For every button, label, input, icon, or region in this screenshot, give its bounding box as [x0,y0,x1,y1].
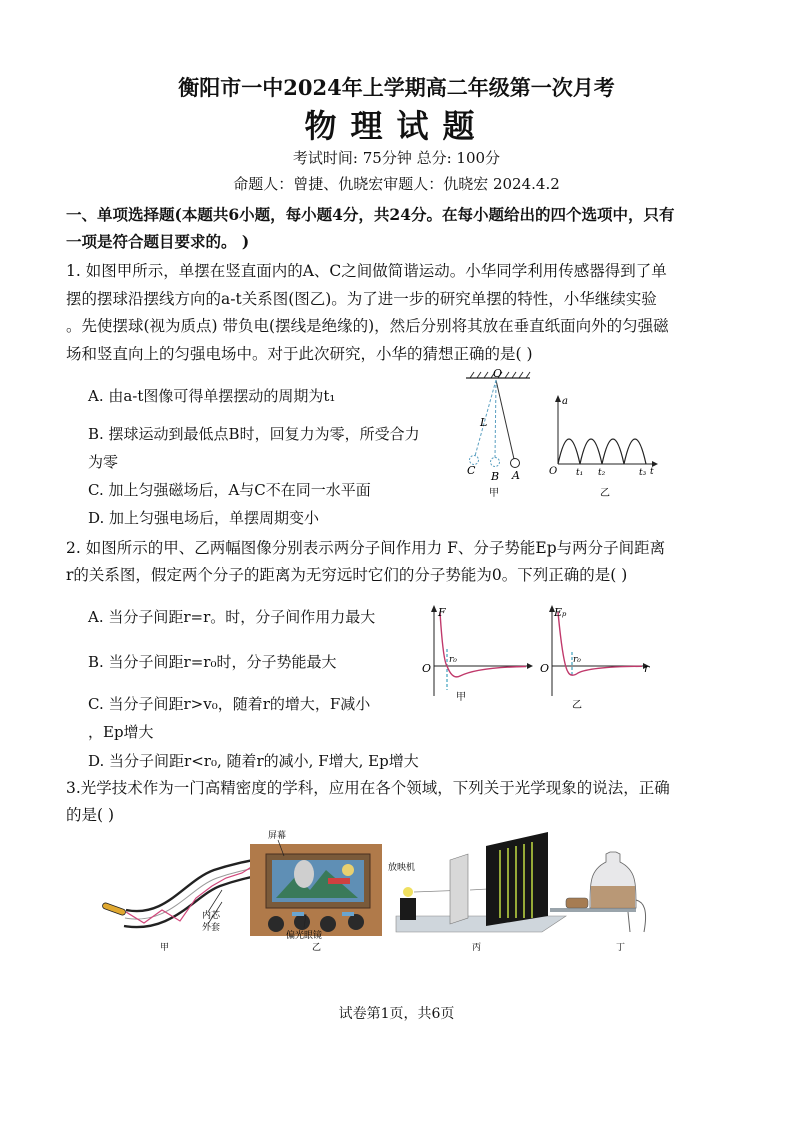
q1-option-b-line1: B. 摆球运动到最低点B时，回复力为零，所受合力 [88,425,420,443]
pendulum-label-b: B [491,470,500,483]
force-curve [440,612,526,677]
q1-stem-line4: 场和竖直向上的匀强电场中。对于此次研究，小华的猜想正确的是( ) [66,345,533,363]
q3-stem-line1: 3.光学技术作为一门高精密度的学科，应用在各个领域，下列关于光学现象的说法，正确 [66,779,670,797]
q2-option-c-line2: ，Ep增大 [88,723,154,741]
pendulum-label-o: O [493,368,503,380]
cinema-label-glasses: 偏光眼镜 [286,931,323,941]
bob-b [491,458,500,467]
q2-energy-graph [534,604,658,710]
force-x-arrow [527,663,533,669]
section-heading-line2: 一项是符合题目要求的。 ) [66,232,250,251]
force-label-f: F [438,606,446,619]
q3-stem-line2: 的是( ) [66,806,115,824]
diffraction-figure [388,832,566,953]
pendulum-caption: 甲 [489,488,499,499]
q1-at-graph [546,392,658,500]
school-title: 衡阳市一中2024年上学期高二年级第一次月考 [178,75,615,100]
force-y-arrow [431,605,437,612]
diffraction-caption: 丙 [472,943,482,953]
q1-stem-line1: 1. 如图甲所示，单摆在竖直面内的A、C之间做简谐运动。小华同学利用传感器得到了单 [66,262,667,280]
at-label-t: t [650,467,654,477]
at-label-a: a [562,396,568,407]
at-caption: 乙 [600,488,610,499]
at-label-t1: t₁ [576,468,584,478]
q1-stem-line3: 。先使摆球(视为质点) 带负电(摆线是绝缘的)，然后分别将其放在垂直纸面向外的匀强磁 [66,317,669,335]
force-label-origin: O [422,662,432,675]
section-heading-line1: 一、单项选择题(本题共6小题，每小题4分，共24分。在每小题给出的四个选项中，只有 [66,205,675,224]
fiber-figure [102,856,276,953]
at-label-origin: O [549,466,558,477]
diffraction-label-projector: 放映机 [388,863,416,873]
at-y-arrow [555,395,561,402]
fiber-caption: 甲 [160,943,170,953]
at-curve [558,439,646,464]
page-footer: 试卷第1页，共6页 [338,1006,455,1022]
cinema-label-screen: 屏幕 [268,831,287,841]
q2-option-a: A. 当分子间距r=r。时，分子间作用力最大 [88,608,376,626]
q2-stem-line2: r的关系图，假定两个分子的距离为无穷远时它们的分子势能为0。下列正确的是( ) [66,566,628,584]
q3-figure-strip [96,826,730,956]
energy-label-origin: O [540,662,550,675]
q1-option-b-line2: 为零 [88,453,119,471]
fiber-label-outer: 外套 [202,923,221,933]
energy-caption: 乙 [572,700,582,710]
subject-title: 物理试题 [304,107,489,145]
q2-option-c-line1: C. 当分子间距r>v₀，随着r的增大，F减小 [88,695,371,713]
q1-option-a: A. 由a-t图像可得单摆摆动的周期为t₁ [88,387,336,405]
q2-option-d: D. 当分子间距r<r₀, 随着r的减小, F增大, Ep增大 [88,752,419,770]
bob-a [511,459,520,468]
pendulum-label-a: A [512,469,520,482]
pendulum-label-l: L [480,416,488,429]
fiber-label-inner: 内芯 [202,911,221,921]
q1-pendulum-figure [458,368,538,500]
q1-option-d: D. 加上匀强电场后，单摆周期变小 [88,509,320,527]
exam-authors: 命题人：曾捷、仇晓宏审题人：仇晓宏 2024.4.2 [233,175,560,193]
exam-info: 考试时间: 75分钟 总分: 100分 [292,149,501,167]
cinema-figure [250,829,382,953]
pendulum-string-b [495,380,496,458]
q2-option-b: B. 当分子间距r=r₀时，分子势能最大 [88,653,337,671]
bottle-figure [550,852,646,953]
q2-force-graph [416,604,534,704]
q2-stem-line1: 2. 如图所示的甲、乙两幅图像分别表示两分子间作用力 F、分子势能Ep与两分子间距离 [66,539,666,557]
energy-label-r: r [644,662,650,675]
at-label-t3: t₃ [639,468,647,478]
cinema-caption: 乙 [312,943,322,953]
q1-stem-line2: 摆的摆球沿摆线方向的a-t关系图(图乙)。为了进一步的研究单摆的特性，小华继续实验 [66,290,657,308]
bottle-caption: 丁 [616,943,626,953]
at-label-t2: t₂ [598,468,606,478]
force-label-r0: r₀ [449,655,457,665]
energy-label-r0: r₀ [573,655,581,665]
energy-label-ep: Eₚ [554,606,567,619]
pendulum-label-c: C [467,464,476,477]
force-caption: 甲 [456,692,466,703]
pendulum-string-a [496,380,514,459]
q1-option-c: C. 加上匀强磁场后，A与C不在同一水平面 [88,481,371,499]
